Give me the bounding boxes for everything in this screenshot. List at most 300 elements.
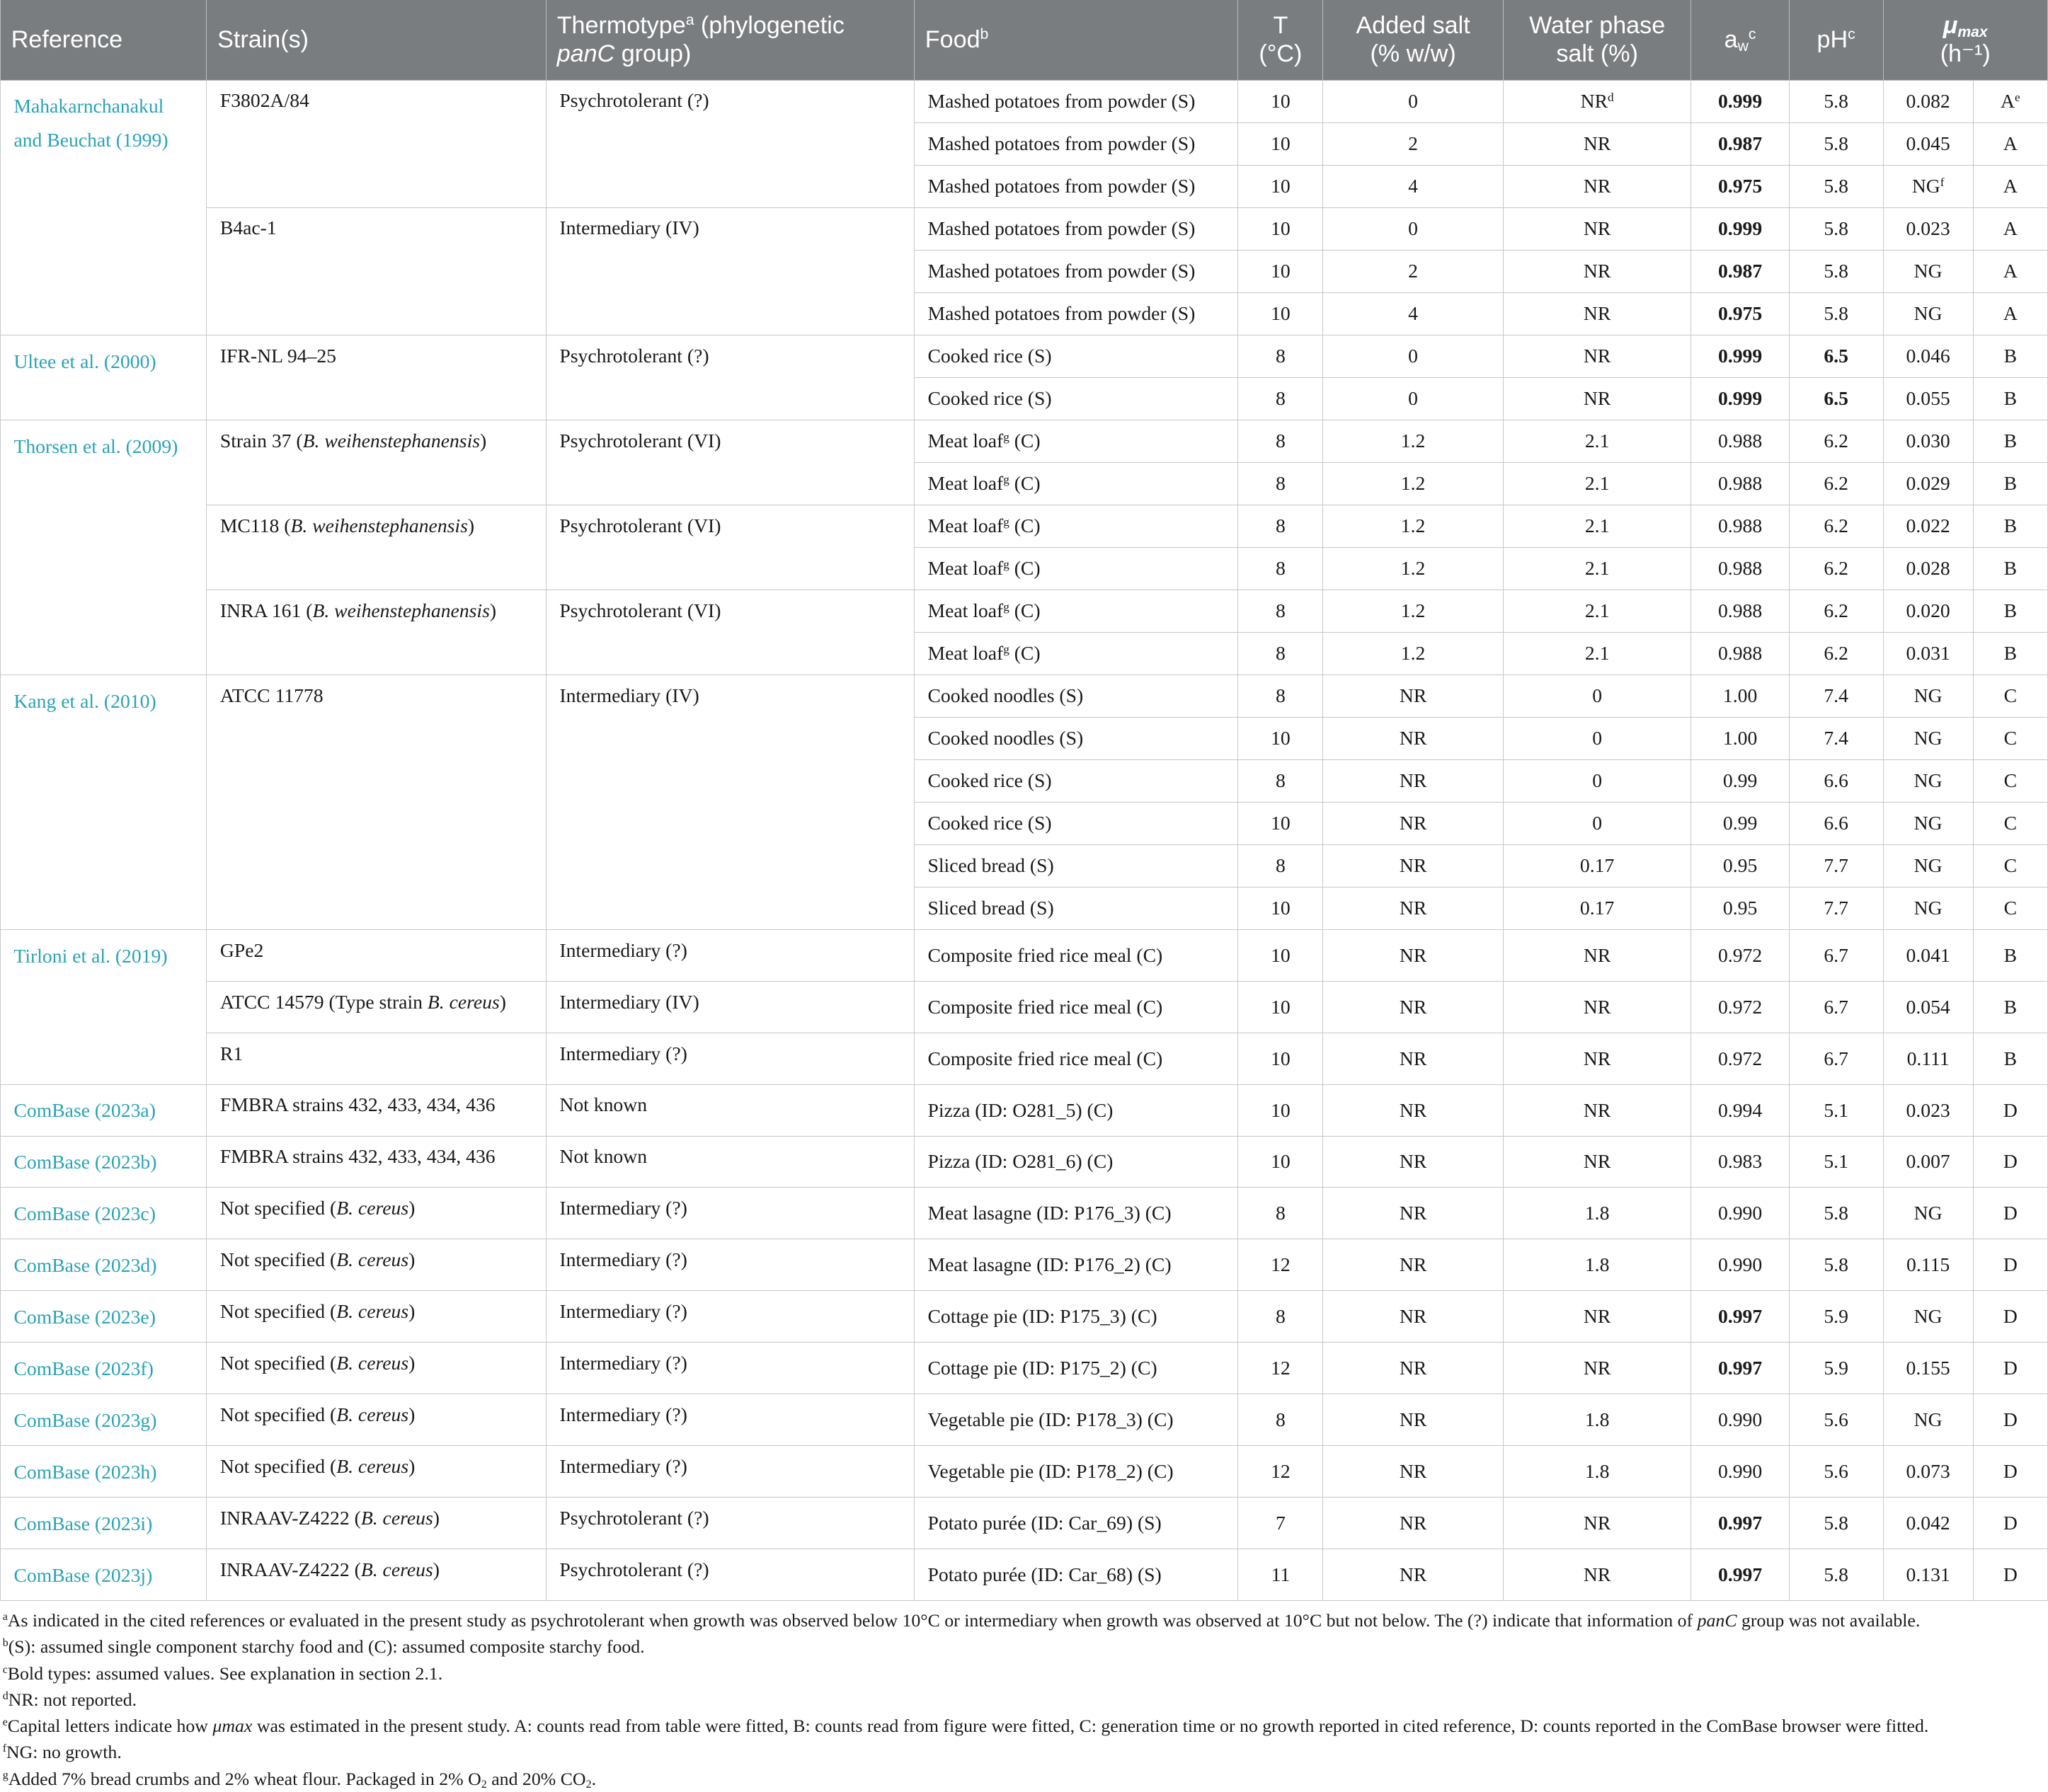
water-phase-salt-cell-value: NR [1583,302,1611,325]
food-cell [915,377,1238,420]
added-salt-cell [1323,981,1504,1033]
temperature-cell [1238,717,1323,759]
temperature-cell [1238,377,1323,420]
ph-cell [1789,1033,1883,1084]
water-activity-cell [1691,632,1789,674]
mu-max-cell-value: NG [1913,1408,1943,1431]
estimation-method-cell [1973,292,2047,335]
mu-max-cell-value: 0.023 [1906,1098,1950,1121]
footnote-marker: f [2,1742,7,1755]
temperature-cell [1238,590,1323,632]
mu-max-cell [1883,759,1973,802]
water-activity-cell-value: 0.99 [1722,812,1758,834]
strain-cell [207,590,547,674]
estimation-method-cell [1973,1291,2047,1343]
ph-cell [1789,505,1883,547]
added-salt-cell-value: NR [1399,1253,1427,1276]
ph-cell [1789,1136,1883,1188]
reference-link: Thorsen et al. (2009) [13,435,178,457]
food-cell [915,207,1238,250]
reference-link: ComBase (2023f) [13,1357,154,1380]
food-tail: (C) [1009,515,1041,537]
added-salt-cell-value: NR [1399,943,1427,966]
reference-cell [1,1136,207,1188]
strain-species: B. cereus [336,1454,409,1477]
water-activity-cell [1691,981,1789,1033]
ph-cell-value: 5.8 [1824,260,1848,282]
added-salt-cell-value: 1.2 [1400,599,1426,622]
water-activity-cell [1691,887,1789,929]
strain-tail: ) [433,1558,440,1580]
food-name: Mashed potatoes from powder (S) [927,132,1196,155]
strain-cell [207,929,547,981]
temperature-cell [1238,292,1323,335]
added-salt-cell [1323,505,1504,547]
table-row [1,207,2048,250]
mu-max-cell [1883,420,1973,462]
food-name: Cottage pie (ID: P175_3) (C) [927,1305,1157,1328]
header-water-activity: $a_w^c$ [1691,0,1789,80]
reference-cell [1,929,207,1084]
thermotype-cell [546,674,914,929]
water-phase-salt-cell-value: NR [1583,943,1611,966]
water-phase-salt-cell-value: 0 [1592,769,1603,792]
added-salt-cell-value: 4 [1408,302,1418,325]
thermotype-value: Psychrotolerant (VI) [559,429,721,452]
mu-max-cell [1883,1084,1973,1136]
estimation-method-cell [1973,462,2047,505]
reference-cell [1,1394,207,1446]
estimation-method-cell [1973,1446,2047,1498]
food-name: Composite fried rice meal (C) [927,943,1163,966]
food-cell [915,844,1238,887]
added-salt-cell-value: 0 [1408,217,1418,240]
mu-max-cell [1883,250,1973,292]
estimation-method-cell-value: D [2003,1150,2018,1173]
water-phase-salt-cell [1503,717,1691,759]
temperature-cell [1238,122,1323,165]
food-name: Composite fried rice meal (C) [927,1047,1163,1069]
strain-species: B. weihenstephanensis [302,429,481,452]
temperature-cell [1238,250,1323,292]
estimation-method-cell-value: B [2003,387,2018,410]
ph-cell-value: 5.1 [1824,1098,1848,1121]
added-salt-cell-value: 0 [1408,345,1418,367]
estimation-method-cell [1973,505,2047,547]
added-salt-cell-value: NR [1399,1305,1427,1328]
water-activity-cell-value: 0.972 [1717,943,1763,966]
food-name: Cooked rice (S) [927,812,1052,834]
water-phase-salt-cell-value: NR [1583,995,1611,1018]
temperature-cell-value: 10 [1271,260,1291,282]
strain-cell [207,1549,547,1600]
added-salt-cell-value: NR [1399,1047,1427,1069]
temperature-cell-value: 8 [1275,684,1286,707]
ph-cell-value: 5.9 [1824,1305,1848,1328]
temperature-cell [1238,420,1323,462]
water-phase-salt-cell [1503,1188,1691,1239]
thermotype-cell [546,335,914,420]
water-activity-cell [1691,1497,1789,1549]
estimation-method-cell-value: B [2003,642,2018,665]
water-phase-salt-cell-value: NR [1583,175,1611,197]
estimation-method-cell-value: A [2003,260,2018,282]
reference-cell [1,1343,207,1394]
water-activity-cell-value: 0.95 [1722,897,1758,919]
food-cell [915,1343,1238,1394]
added-salt-cell [1323,122,1504,165]
thermotype-cell [546,1394,914,1446]
ph-cell [1789,674,1883,717]
ph-cell-value: 5.6 [1824,1459,1848,1482]
added-salt-cell [1323,844,1504,887]
added-salt-cell [1323,1394,1504,1446]
reference-link: Ultee et al. (2000) [13,350,156,372]
temperature-cell-value: 8 [1275,769,1286,792]
water-activity-cell [1691,462,1789,505]
water-activity-cell [1691,1084,1789,1136]
ph-cell [1789,759,1883,802]
mu-max-cell-value: 0.045 [1906,132,1950,155]
footnote-marker: g [1003,557,1009,571]
temperature-cell-value: 8 [1275,387,1286,410]
water-phase-salt-cell-value: NR [1580,90,1608,112]
water-phase-salt-cell [1503,462,1691,505]
mu-max-cell [1883,1188,1973,1239]
food-name: Meat loaf [927,642,1004,665]
food-cell [915,250,1238,292]
temperature-cell-value: 10 [1271,302,1291,325]
water-phase-salt-cell [1503,802,1691,844]
strain-tail: ) [408,1300,416,1323]
added-salt-cell [1323,1136,1504,1188]
water-phase-salt-cell [1503,929,1691,981]
mu-max-cell [1883,505,1973,547]
water-activity-cell-value: 0.988 [1717,515,1763,537]
mu-max-cell-value: 0.023 [1906,217,1950,240]
added-salt-cell [1323,1549,1504,1600]
estimation-method-cell [1973,1394,2047,1446]
footnote-text: As indicated in the cited references or evaluated in the present study as psychrotolerant when growth was observed below 10°C or intermediary when growth was observed at 10°C but not below. The (?) indicate that information of [7,1610,1698,1631]
water-phase-salt-cell-value: NR [1583,387,1611,410]
table-row [1,1239,2048,1291]
ph-cell [1789,844,1883,887]
water-phase-salt-cell-value: 0 [1592,812,1603,834]
food-name: Mashed potatoes from powder (S) [927,175,1196,197]
ph-cell [1789,802,1883,844]
ph-cell-value: 6.2 [1824,599,1848,622]
food-name: Meat loaf [927,515,1004,537]
reference-cell [1,1549,207,1600]
mu-max-cell-value: NG [1911,175,1940,197]
strain-name: GPe2 [219,938,264,961]
estimation-method-cell [1973,207,2047,250]
header-ph: $pH^c$ [1789,0,1883,80]
estimation-method-cell-value: B [2003,345,2018,367]
footnote-marker: c [2,1663,8,1676]
estimation-method-cell [1973,844,2047,887]
reference-cell [1,1188,207,1239]
ph-cell [1789,1549,1883,1600]
added-salt-cell [1323,717,1504,759]
water-phase-salt-cell-value: NR [1583,132,1611,155]
thermotype-value: Not known [559,1093,648,1116]
ph-cell [1789,1084,1883,1136]
temperature-cell-value: 8 [1275,642,1286,665]
thermotype-cell [546,80,914,207]
water-phase-salt-cell-value: 2.1 [1584,642,1610,665]
ph-cell-value: 5.8 [1824,132,1848,155]
reference-link: ComBase (2023a) [13,1099,156,1122]
ph-cell-value: 6.7 [1824,943,1848,966]
food-cell [915,887,1238,929]
strain-cell [207,1033,547,1084]
thermotype-cell [546,590,914,674]
ph-cell-value: 6.5 [1824,387,1848,410]
food-name: Cottage pie (ID: P175_2) (C) [927,1357,1157,1379]
footnote-tail: group was not available. [1737,1610,1921,1631]
food-name: Cooked rice (S) [927,387,1052,410]
ph-cell [1789,1188,1883,1239]
mu-max-cell-value: 0.007 [1906,1150,1950,1173]
added-salt-cell [1323,207,1504,250]
temperature-cell [1238,759,1323,802]
footnote [3,1739,2047,1765]
ph-cell-value: 6.2 [1824,515,1848,537]
mu-max-cell [1883,377,1973,420]
ph-cell-value: 7.7 [1824,897,1848,919]
water-activity-cell [1691,292,1789,335]
water-phase-salt-cell-value: NR [1583,1357,1611,1379]
food-name: Pizza (ID: O281_5) (C) [927,1098,1114,1121]
food-cell [915,420,1238,462]
food-name: Potato purée (ID: Car_68) (S) [927,1563,1162,1585]
ph-cell-value: 7.7 [1824,854,1848,877]
estimation-method-cell-value: B [2003,1047,2018,1069]
mu-max-cell [1883,887,1973,929]
ph-cell [1789,547,1883,590]
estimation-method-cell [1973,1549,2047,1600]
table-row [1,335,2048,377]
estimation-method-cell [1973,377,2047,420]
estimation-method-cell-value: B [2003,430,2018,452]
temperature-cell-value: 11 [1271,1563,1291,1585]
estimation-method-cell [1973,1136,2047,1188]
thermotype-cell [546,1084,914,1136]
added-salt-cell [1323,1084,1504,1136]
water-activity-cell [1691,165,1789,207]
thermotype-cell [546,420,914,505]
food-cell [915,80,1238,122]
ph-cell-value: 5.8 [1824,217,1848,240]
footnote-marker: d [1608,90,1614,104]
water-phase-salt-cell [1503,80,1691,122]
ph-cell-value: 5.8 [1824,1563,1848,1585]
water-phase-salt-cell [1503,887,1691,929]
food-cell [915,1497,1238,1549]
water-phase-salt-cell-value: 2.1 [1584,599,1610,622]
food-cell [915,1188,1238,1239]
reference-cell [1,1497,207,1549]
water-phase-salt-cell-value: NR [1583,260,1611,282]
added-salt-cell-value: NR [1399,1357,1427,1379]
added-salt-cell-value: 2 [1408,260,1418,282]
added-salt-cell-value: NR [1399,769,1427,792]
reference-cell [1,335,207,420]
table-row [1,1343,2048,1394]
strain-name: Strain 37 ( [219,429,303,452]
strain-tail: ) [480,429,487,452]
water-phase-salt-cell [1503,250,1691,292]
ph-cell-value: 5.1 [1824,1150,1848,1173]
mu-max-cell-value: 0.031 [1906,642,1950,665]
ph-cell [1789,250,1883,292]
water-activity-cell [1691,1033,1789,1084]
estimation-method-cell-value: B [2003,943,2018,966]
strain-tail: ) [499,990,506,1013]
strain-name: B4ac-1 [219,217,277,239]
thermotype-cell [546,1549,914,1600]
thermotype-value: Intermediary (?) [559,1042,687,1064]
water-activity-cell-value: 0.999 [1717,387,1763,410]
strain-cell [207,1394,547,1446]
added-salt-cell-value: 1.2 [1400,557,1426,580]
ph-cell [1789,335,1883,377]
mu-max-cell [1883,1033,1973,1084]
water-activity-cell [1691,1446,1789,1498]
added-salt-cell [1323,1291,1504,1343]
reference-link: Kang et al. (2010) [13,689,156,712]
water-phase-salt-cell [1503,981,1691,1033]
strain-species: B. weihenstephanensis [290,514,468,536]
water-phase-salt-cell [1503,122,1691,165]
temperature-cell-value: 10 [1271,727,1291,749]
header-food: Food$^b$ [915,0,1238,80]
estimation-method-cell-value: D [2003,1408,2018,1431]
temperature-cell [1238,207,1323,250]
water-activity-cell [1691,505,1789,547]
added-salt-cell-value: 4 [1408,175,1418,197]
strain-name: Not specified ( [219,1248,337,1271]
table-row [1,1188,2048,1239]
mu-max-cell [1883,207,1973,250]
temperature-cell-value: 8 [1275,599,1286,622]
estimation-method-cell-value: C [2003,854,2018,877]
added-salt-cell-value: NR [1399,854,1427,877]
estimation-method-cell [1973,420,2047,462]
food-cell [915,759,1238,802]
temperature-cell [1238,1033,1323,1084]
estimation-method-cell-value: B [2003,557,2018,580]
ph-cell-value: 6.2 [1824,430,1848,452]
strain-name: F3802A/84 [219,89,309,112]
water-phase-salt-cell [1503,292,1691,335]
mu-max-cell [1883,335,1973,377]
table-body [1,80,2048,1600]
footnote [3,1607,2047,1633]
estimation-method-cell-value: D [2003,1305,2018,1328]
ph-cell-value: 7.4 [1824,684,1848,707]
reference-link: ComBase (2023b) [13,1151,157,1173]
temperature-cell-value: 8 [1275,1408,1286,1431]
water-activity-cell [1691,80,1789,122]
mu-max-cell-value: 0.029 [1906,472,1950,495]
food-cell [915,1033,1238,1084]
estimation-method-cell-value: D [2003,1459,2018,1482]
strain-species: B. cereus [336,1248,409,1271]
water-activity-cell-value: 0.975 [1717,175,1763,197]
water-activity-cell-value: 1.00 [1722,727,1758,749]
estimation-method-cell-value: B [2003,515,2018,537]
water-activity-cell [1691,844,1789,887]
food-name: Potato purée (ID: Car_69) (S) [927,1511,1162,1534]
table-row [1,1497,2048,1549]
water-activity-cell-value: 0.990 [1717,1408,1763,1431]
water-phase-salt-cell [1503,165,1691,207]
water-activity-cell [1691,1291,1789,1343]
added-salt-cell [1323,335,1504,377]
water-activity-cell [1691,207,1789,250]
mu-max-cell-value: 0.111 [1906,1047,1950,1069]
estimation-method-cell [1973,887,2047,929]
water-phase-salt-cell-value: NR [1583,1511,1611,1534]
estimation-method-cell [1973,122,2047,165]
temperature-cell-value: 8 [1275,1202,1286,1224]
strain-cell [207,335,547,420]
water-phase-salt-cell-value: NR [1583,1098,1611,1121]
water-activity-cell [1691,674,1789,717]
header-added-salt: Added salt (% w/w) [1323,0,1504,80]
food-name: Vegetable pie (ID: P178_3) (C) [927,1408,1174,1431]
strain-species: B. cereus [336,1197,409,1219]
water-phase-salt-cell [1503,1549,1691,1600]
food-name: Meat loaf [927,557,1004,580]
added-salt-cell-value: 2 [1408,132,1418,155]
reference-link: ComBase (2023j) [13,1563,153,1586]
water-phase-salt-cell-value: 1.8 [1584,1408,1610,1431]
strain-name: INRAAV-Z4222 ( [219,1506,361,1529]
reference-cell [1,1291,207,1343]
reference-cell [1,1084,207,1136]
mu-max-cell-value: 0.055 [1906,387,1950,410]
estimation-method-cell [1973,674,2047,717]
added-salt-cell [1323,462,1504,505]
thermotype-cell [546,207,914,335]
ph-cell-value: 5.8 [1824,302,1848,325]
estimation-method-cell [1973,250,2047,292]
water-phase-salt-cell [1503,505,1691,547]
food-name: Mashed potatoes from powder (S) [927,217,1196,240]
food-name: Cooked rice (S) [927,345,1052,367]
water-activity-cell [1691,929,1789,981]
strain-species: B. cereus [427,990,500,1013]
temperature-cell [1238,505,1323,547]
temperature-cell [1238,802,1323,844]
mu-max-cell [1883,547,1973,590]
mu-max-cell [1883,292,1973,335]
added-salt-cell-value: NR [1399,1511,1427,1534]
temperature-cell [1238,335,1323,377]
water-phase-salt-cell [1503,674,1691,717]
water-activity-cell [1691,420,1789,462]
water-activity-cell-value: 0.988 [1717,472,1763,495]
food-name: Mashed potatoes from powder (S) [927,90,1196,112]
water-activity-cell-value: 0.997 [1717,1357,1763,1379]
temperature-cell [1238,1394,1323,1446]
mu-max-cell-value: 0.073 [1906,1459,1950,1482]
water-phase-salt-cell-value: 2.1 [1584,515,1610,537]
estimation-method-cell-value: C [2003,684,2018,707]
